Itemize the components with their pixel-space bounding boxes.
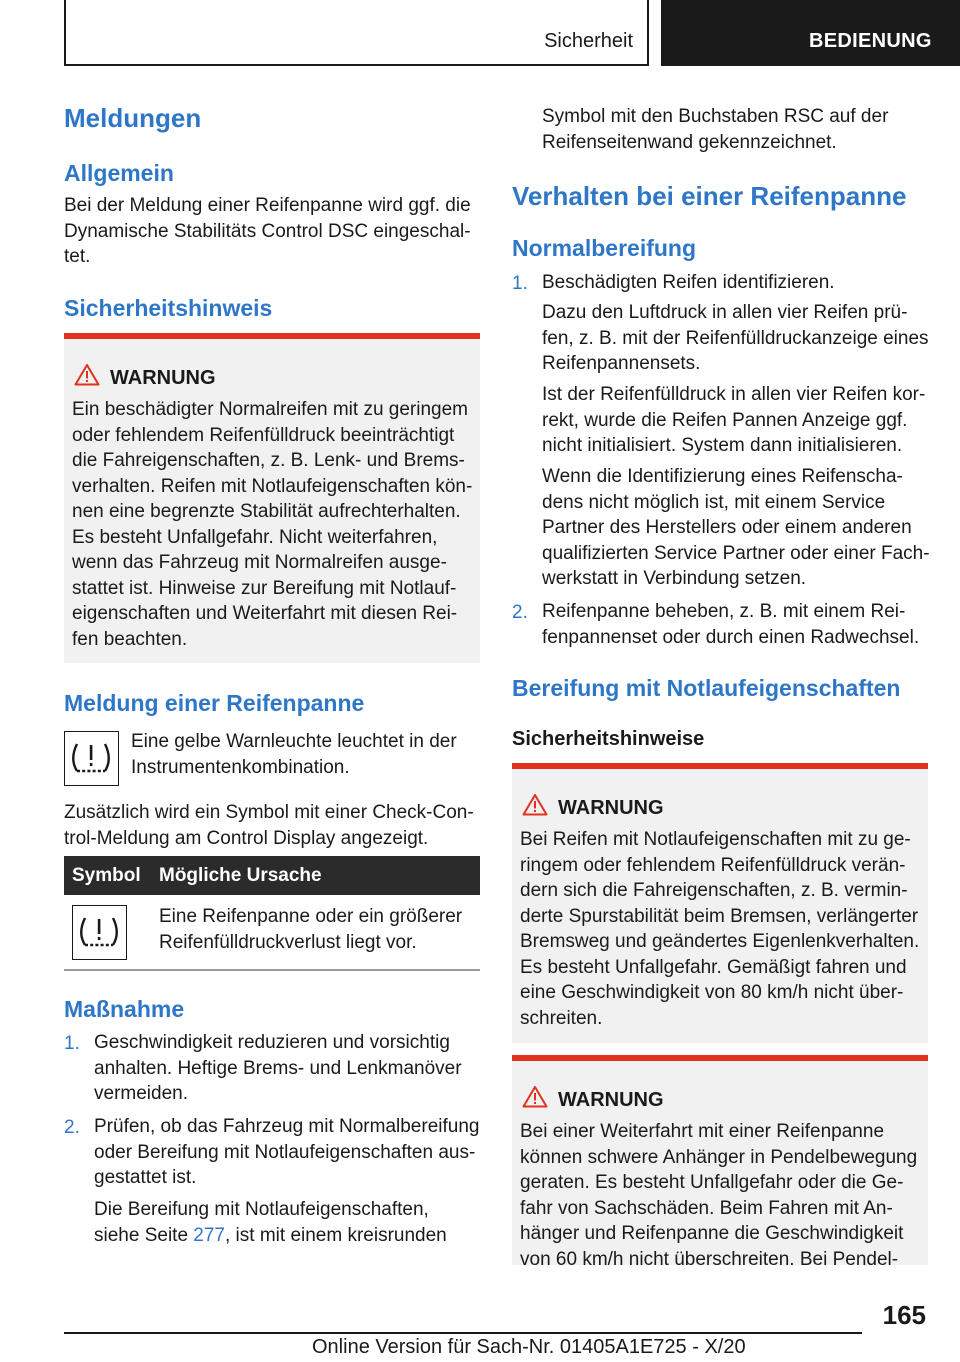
text-line: Dazu den Luftdruck in allen vier Reifen prü‐ xyxy=(542,302,908,323)
text-line: wenn das Fahrzeug mit Normalreifen ausge‐ xyxy=(72,552,447,573)
text-line: hänger und Reifenpanne die Geschwindigkeit xyxy=(520,1223,904,1244)
text-line: Partner des Herstellers oder einem anderen xyxy=(542,517,912,538)
warning-text xyxy=(72,397,472,652)
text-line: verhalten. Reifen mit Notlaufeigenschaften kön‐ xyxy=(72,475,473,497)
page-link[interactable]: 277 xyxy=(193,1224,225,1246)
continued-paragraph xyxy=(542,104,888,155)
text-line: Reifenseitenwand gekennzeichnet. xyxy=(542,131,837,153)
footer-rule xyxy=(64,1332,862,1334)
warning-box-3 xyxy=(512,1055,928,1270)
warning-box-2 xyxy=(512,763,928,1043)
warning-text xyxy=(520,1119,917,1272)
header-chapter-tab xyxy=(661,0,960,66)
step-text xyxy=(94,1114,479,1191)
heading-meldungen: Meldungen xyxy=(64,103,202,133)
text-line: werkstatt in Verbindung setzen. xyxy=(542,568,807,589)
zusatz-paragraph xyxy=(64,800,474,851)
text-line: ringem oder fehlendem Reifenfülldruck verän‐ xyxy=(520,854,906,876)
table-header xyxy=(64,856,480,895)
text-line: anhalten. Heftige Brems- und Lenkmanöver xyxy=(94,1057,462,1079)
text-line: geraten. Es besteht Unfallgefahr oder die Ge‐ xyxy=(520,1172,904,1193)
heading-massnahme: Maßnahme xyxy=(64,996,185,1022)
column-header-ursache: Mögliche Ursache xyxy=(159,865,322,886)
step-text xyxy=(94,1030,462,1107)
text-line: schreiten. xyxy=(520,1007,603,1029)
text-line: Bremsweg und geändertes Eigenlenkverhalten. xyxy=(520,931,920,952)
text-line: tet. xyxy=(64,246,91,267)
warning-title: WARNUNG xyxy=(558,1089,664,1111)
text-line: Reifenpanne beheben, z. B. mit einem Rei‐ xyxy=(542,601,906,622)
list-number: 2. xyxy=(64,1117,80,1138)
heading-sicherheitshinweise: Sicherheitshinweise xyxy=(512,728,705,750)
panne-paragraph xyxy=(131,729,457,780)
text-line: von 60 km/h nicht überschreiten. Bei Pendel‐ xyxy=(520,1248,899,1270)
table-cell-ursache xyxy=(159,904,462,955)
warning-text xyxy=(520,827,919,1031)
text-line: Eine Reifenpanne oder ein größerer xyxy=(159,906,463,927)
text-line: Reifenpannensets. xyxy=(542,353,701,374)
text-line: Instrumentenkombination. xyxy=(131,756,350,778)
text-line: fen beachten. xyxy=(72,628,188,650)
text-line: dern sich die Fahreigenschaften, z. B. vermin‐ xyxy=(520,880,908,901)
header-chapter-title: BEDIENUNG xyxy=(809,30,932,52)
text-line: Eine gelbe Warnleuchte leuchtet in der xyxy=(131,731,457,752)
text-line: fahr von Sachschäden. Beim Fahren mit An‐ xyxy=(520,1197,893,1219)
text-fragment: siehe Seite xyxy=(94,1224,194,1246)
tire-pressure-warning-icon xyxy=(64,731,119,786)
text-line: die Fahreigenschaften, z. B. Lenk- und Brems‐ xyxy=(72,450,465,471)
heading-notlauf: Bereifung mit Notlaufeigenschaften xyxy=(512,675,901,701)
text-line: derte Spurstabilität beim Bremsen, verlängerter xyxy=(520,905,919,927)
heading-sicherheitshinweis: Sicherheitshinweis xyxy=(64,295,273,321)
tire-pressure-warning-icon xyxy=(72,905,127,960)
step-title xyxy=(542,270,835,296)
text-line: Es besteht Unfallgefahr. Gemäßigt fahren und xyxy=(520,956,907,978)
text-line: Beschädigten Reifen identifizieren. xyxy=(542,272,835,293)
warning-triangle-icon xyxy=(74,363,100,386)
table-bottom-rule xyxy=(64,969,480,971)
text-fragment: , ist mit einem kreisrunden xyxy=(225,1224,447,1246)
text-line: gestattet ist. xyxy=(94,1167,197,1188)
text-line: Ist der Reifenfülldruck in allen vier Reifen kor‐ xyxy=(542,384,926,405)
page-header xyxy=(0,0,960,66)
list-number: 1. xyxy=(64,1033,80,1054)
warning-box-1 xyxy=(64,333,480,663)
list-number: 1. xyxy=(512,273,528,294)
text-line: eine Geschwindigkeit von 80 km/h nicht über‐ xyxy=(520,982,904,1003)
text-line: fenpannenset oder durch einen Radwechsel. xyxy=(542,626,920,648)
text-line: nicht initialisiert. System dann initialisieren. xyxy=(542,435,903,456)
text-line: Bei der Meldung einer Reifenpanne wird ggf. die xyxy=(64,195,471,216)
text-line: oder Bereifung mit Notlaufeigenschaften aus‐ xyxy=(94,1141,476,1163)
text-line: Dynamische Stabilitäts Control DSC eingeschal‐ xyxy=(64,220,471,242)
text-line: qualifizierten Service Partner oder einer Fach‐ xyxy=(542,542,930,564)
text-line: Zusätzlich wird ein Symbol mit einer Check-Con‐ xyxy=(64,802,474,823)
text-line: Bei einer Weiterfahrt mit einer Reifenpanne xyxy=(520,1121,885,1142)
heading-meldung-panne: Meldung einer Reifenpanne xyxy=(64,690,365,716)
step-subtext xyxy=(94,1197,447,1248)
text-line: können schwere Anhänger in Pendelbewegung xyxy=(520,1146,918,1168)
text-line: Es besteht Unfallgefahr. Nicht weiterfahren, xyxy=(72,526,438,548)
heading-allgemein: Allgemein xyxy=(64,160,174,186)
text-line: eigenschaften und Weiterfahrt mit diesen Rei‐ xyxy=(72,603,458,624)
step-paragraph xyxy=(542,382,925,459)
text-line xyxy=(94,1223,447,1249)
step-paragraph xyxy=(542,300,929,377)
heading-normalbereifung: Normalbereifung xyxy=(512,235,697,261)
column-header-symbol: Symbol xyxy=(72,865,141,886)
allgemein-paragraph xyxy=(64,193,471,270)
text-line: fen, z. B. mit der Reifenfülldruckanzeige eines xyxy=(542,327,929,349)
text-line: Ein beschädigter Normalreifen mit zu geringem xyxy=(72,399,469,420)
text-line: Geschwindigkeit reduzieren und vorsichtig xyxy=(94,1032,450,1053)
text-line: stattet ist. Hinweise zur Bereifung mit Notlauf‐ xyxy=(72,577,457,599)
step-text xyxy=(542,599,919,650)
text-line: nen eine begrenzte Stabilität aufrechterhalten. xyxy=(72,501,461,522)
text-line: rekt, wurde die Reifen Pannen Anzeige ggf. xyxy=(542,409,908,431)
text-line: vermeiden. xyxy=(94,1083,188,1104)
text-line: dens nicht möglich ist, mit einem Service xyxy=(542,491,886,513)
warning-triangle-icon xyxy=(522,793,548,816)
text-line: trol-Meldung am Control Display angezeigt. xyxy=(64,827,429,849)
text-line: Wenn die Identifizierung eines Reifenscha‐ xyxy=(542,466,903,487)
text-line: oder fehlendem Reifenfülldruck beeinträchtigt xyxy=(72,424,455,446)
text-line: Bei Reifen mit Notlaufeigenschaften mit zu ge‐ xyxy=(520,829,911,850)
heading-verhalten: Verhalten bei einer Reifenpanne xyxy=(512,181,907,211)
header-section-box xyxy=(64,0,649,66)
text-line: Die Bereifung mit Notlaufeigenschaften, xyxy=(94,1199,429,1220)
page-number: 165 xyxy=(882,1300,926,1330)
step-paragraph xyxy=(542,464,930,592)
warning-title: WARNUNG xyxy=(110,367,216,389)
header-section-title: Sicherheit xyxy=(544,30,633,52)
text-line: Reifenfülldruckverlust liegt vor. xyxy=(159,931,417,953)
text-line: Prüfen, ob das Fahrzeug mit Normalbereifung xyxy=(94,1116,480,1137)
warning-triangle-icon xyxy=(522,1085,548,1108)
footer-version-text: Online Version für Sach-Nr. 01405A1E725 - X/20 xyxy=(312,1336,746,1358)
text-line: Symbol mit den Buchstaben RSC auf der xyxy=(542,106,889,127)
list-number: 2. xyxy=(512,602,528,623)
warning-title: WARNUNG xyxy=(558,797,664,819)
